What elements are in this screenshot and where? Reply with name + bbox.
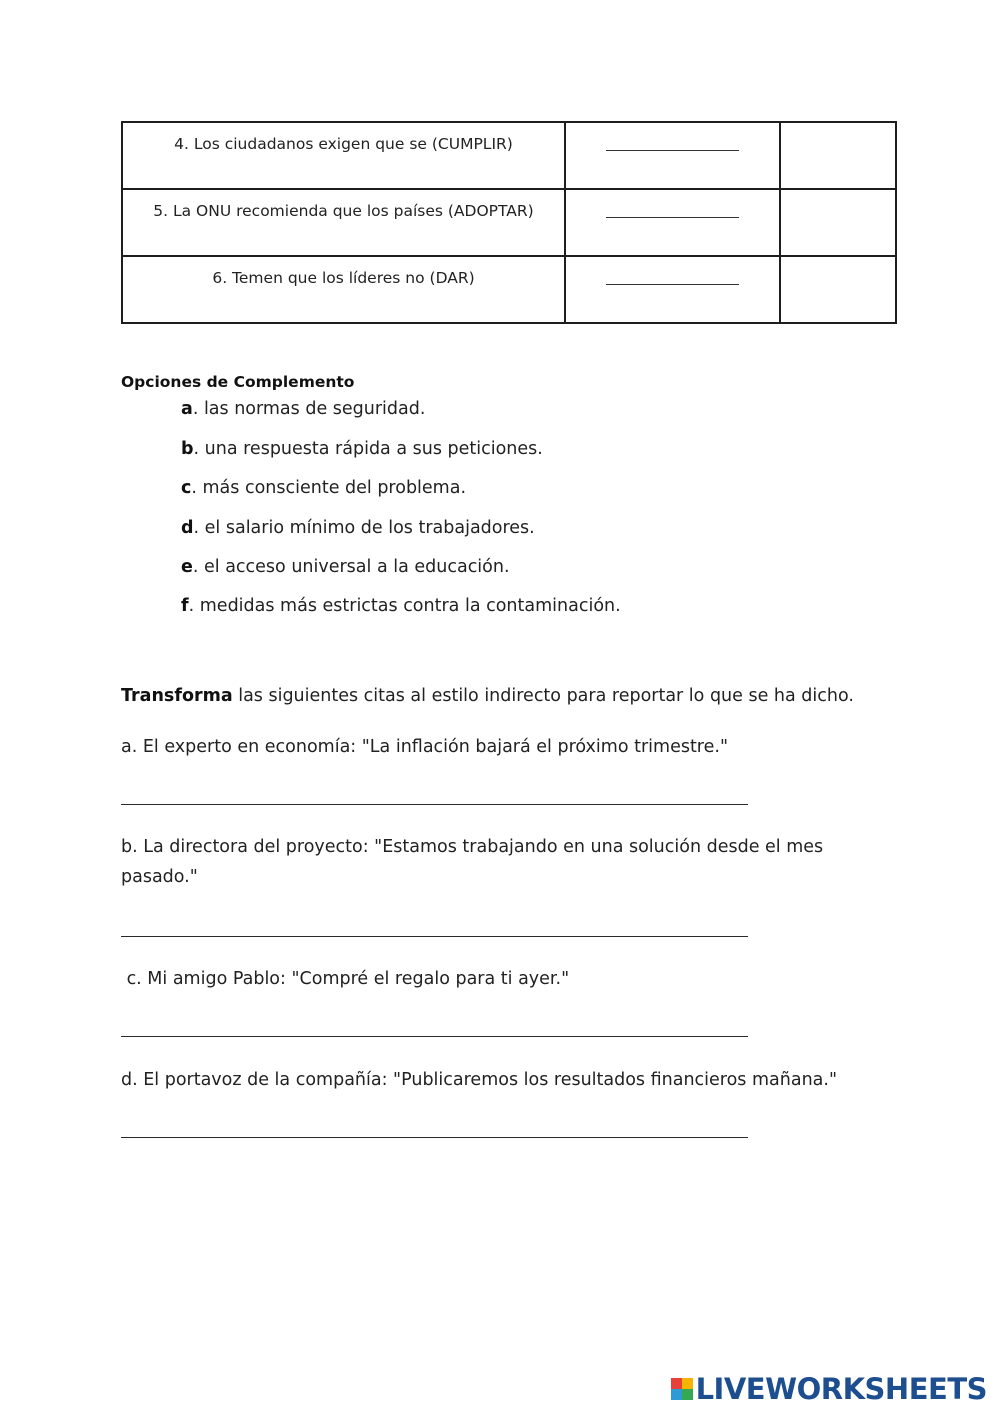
option-item (181, 557, 510, 577)
options-title: Opciones de Complemento (121, 373, 355, 391)
option-item (181, 439, 543, 459)
answer-box[interactable] (780, 256, 896, 323)
quote-a: a. El experto en economía: "La inflación bajará el próximo trimestre." (121, 737, 728, 757)
answer-blank-cell (565, 122, 780, 189)
prompt-cell: 6. Temen que los líderes no (DAR) (122, 256, 565, 323)
brand-square (671, 1389, 682, 1400)
quote-b: b. La directora del proyecto: "Estamos trabajando en una solución desde el mes pasado." (121, 837, 824, 887)
option-text: . una respuesta rápida a sus peticiones. (193, 439, 543, 459)
answer-line-a[interactable] (121, 804, 748, 805)
option-letter: a (181, 399, 193, 419)
option-item (181, 478, 466, 498)
instruction-bold: Transforma (121, 686, 233, 706)
option-item (181, 596, 621, 616)
liveworksheets-logo (671, 1372, 987, 1406)
option-text: . las normas de seguridad. (192, 399, 426, 419)
answer-blank[interactable] (606, 217, 739, 218)
option-text: . medidas más estrictas contra la contaminación. (188, 596, 621, 616)
answer-blank-cell (565, 256, 780, 323)
option-text: . el acceso universal a la educación. (192, 557, 510, 577)
table-row (122, 122, 896, 189)
answer-blank[interactable] (606, 150, 739, 151)
instruction (121, 681, 881, 711)
option-letter: b (181, 439, 194, 459)
brand-icon (671, 1378, 693, 1400)
answer-line-d[interactable] (121, 1137, 748, 1138)
answer-line-c[interactable] (121, 1036, 748, 1037)
brand-square (682, 1389, 693, 1400)
option-letter: f (181, 596, 189, 616)
option-item (181, 399, 425, 419)
option-letter: e (181, 557, 193, 577)
instruction-text: las siguientes citas al estilo indirecto para reportar lo que se ha dicho. (232, 686, 854, 706)
prompt-cell: 5. La ONU recomienda que los países (ADOPTAR) (122, 189, 565, 256)
quote-c: c. Mi amigo Pablo: "Compré el regalo para ti ayer." (121, 969, 570, 989)
answer-blank[interactable] (606, 284, 739, 285)
brand-square (682, 1378, 693, 1389)
table-row (122, 189, 896, 256)
answer-blank-cell (565, 189, 780, 256)
option-letter: c (181, 478, 192, 498)
answer-box[interactable] (780, 189, 896, 256)
option-letter: d (181, 518, 194, 538)
prompt-cell: 4. Los ciudadanos exigen que se (CUMPLIR) (122, 122, 565, 189)
exercise-table (121, 121, 897, 324)
brand-name: LIVEWORKSHEETS (695, 1372, 987, 1406)
option-text: . más consciente del problema. (191, 478, 467, 498)
quote-d: d. El portavoz de la compañía: "Publicaremos los resultados financieros mañana." (121, 1070, 837, 1090)
answer-line-b[interactable] (121, 936, 748, 937)
option-text: . el salario mínimo de los trabajadores. (193, 518, 535, 538)
brand-square (671, 1378, 682, 1389)
option-item (181, 518, 535, 538)
answer-box[interactable] (780, 122, 896, 189)
table-row (122, 256, 896, 323)
